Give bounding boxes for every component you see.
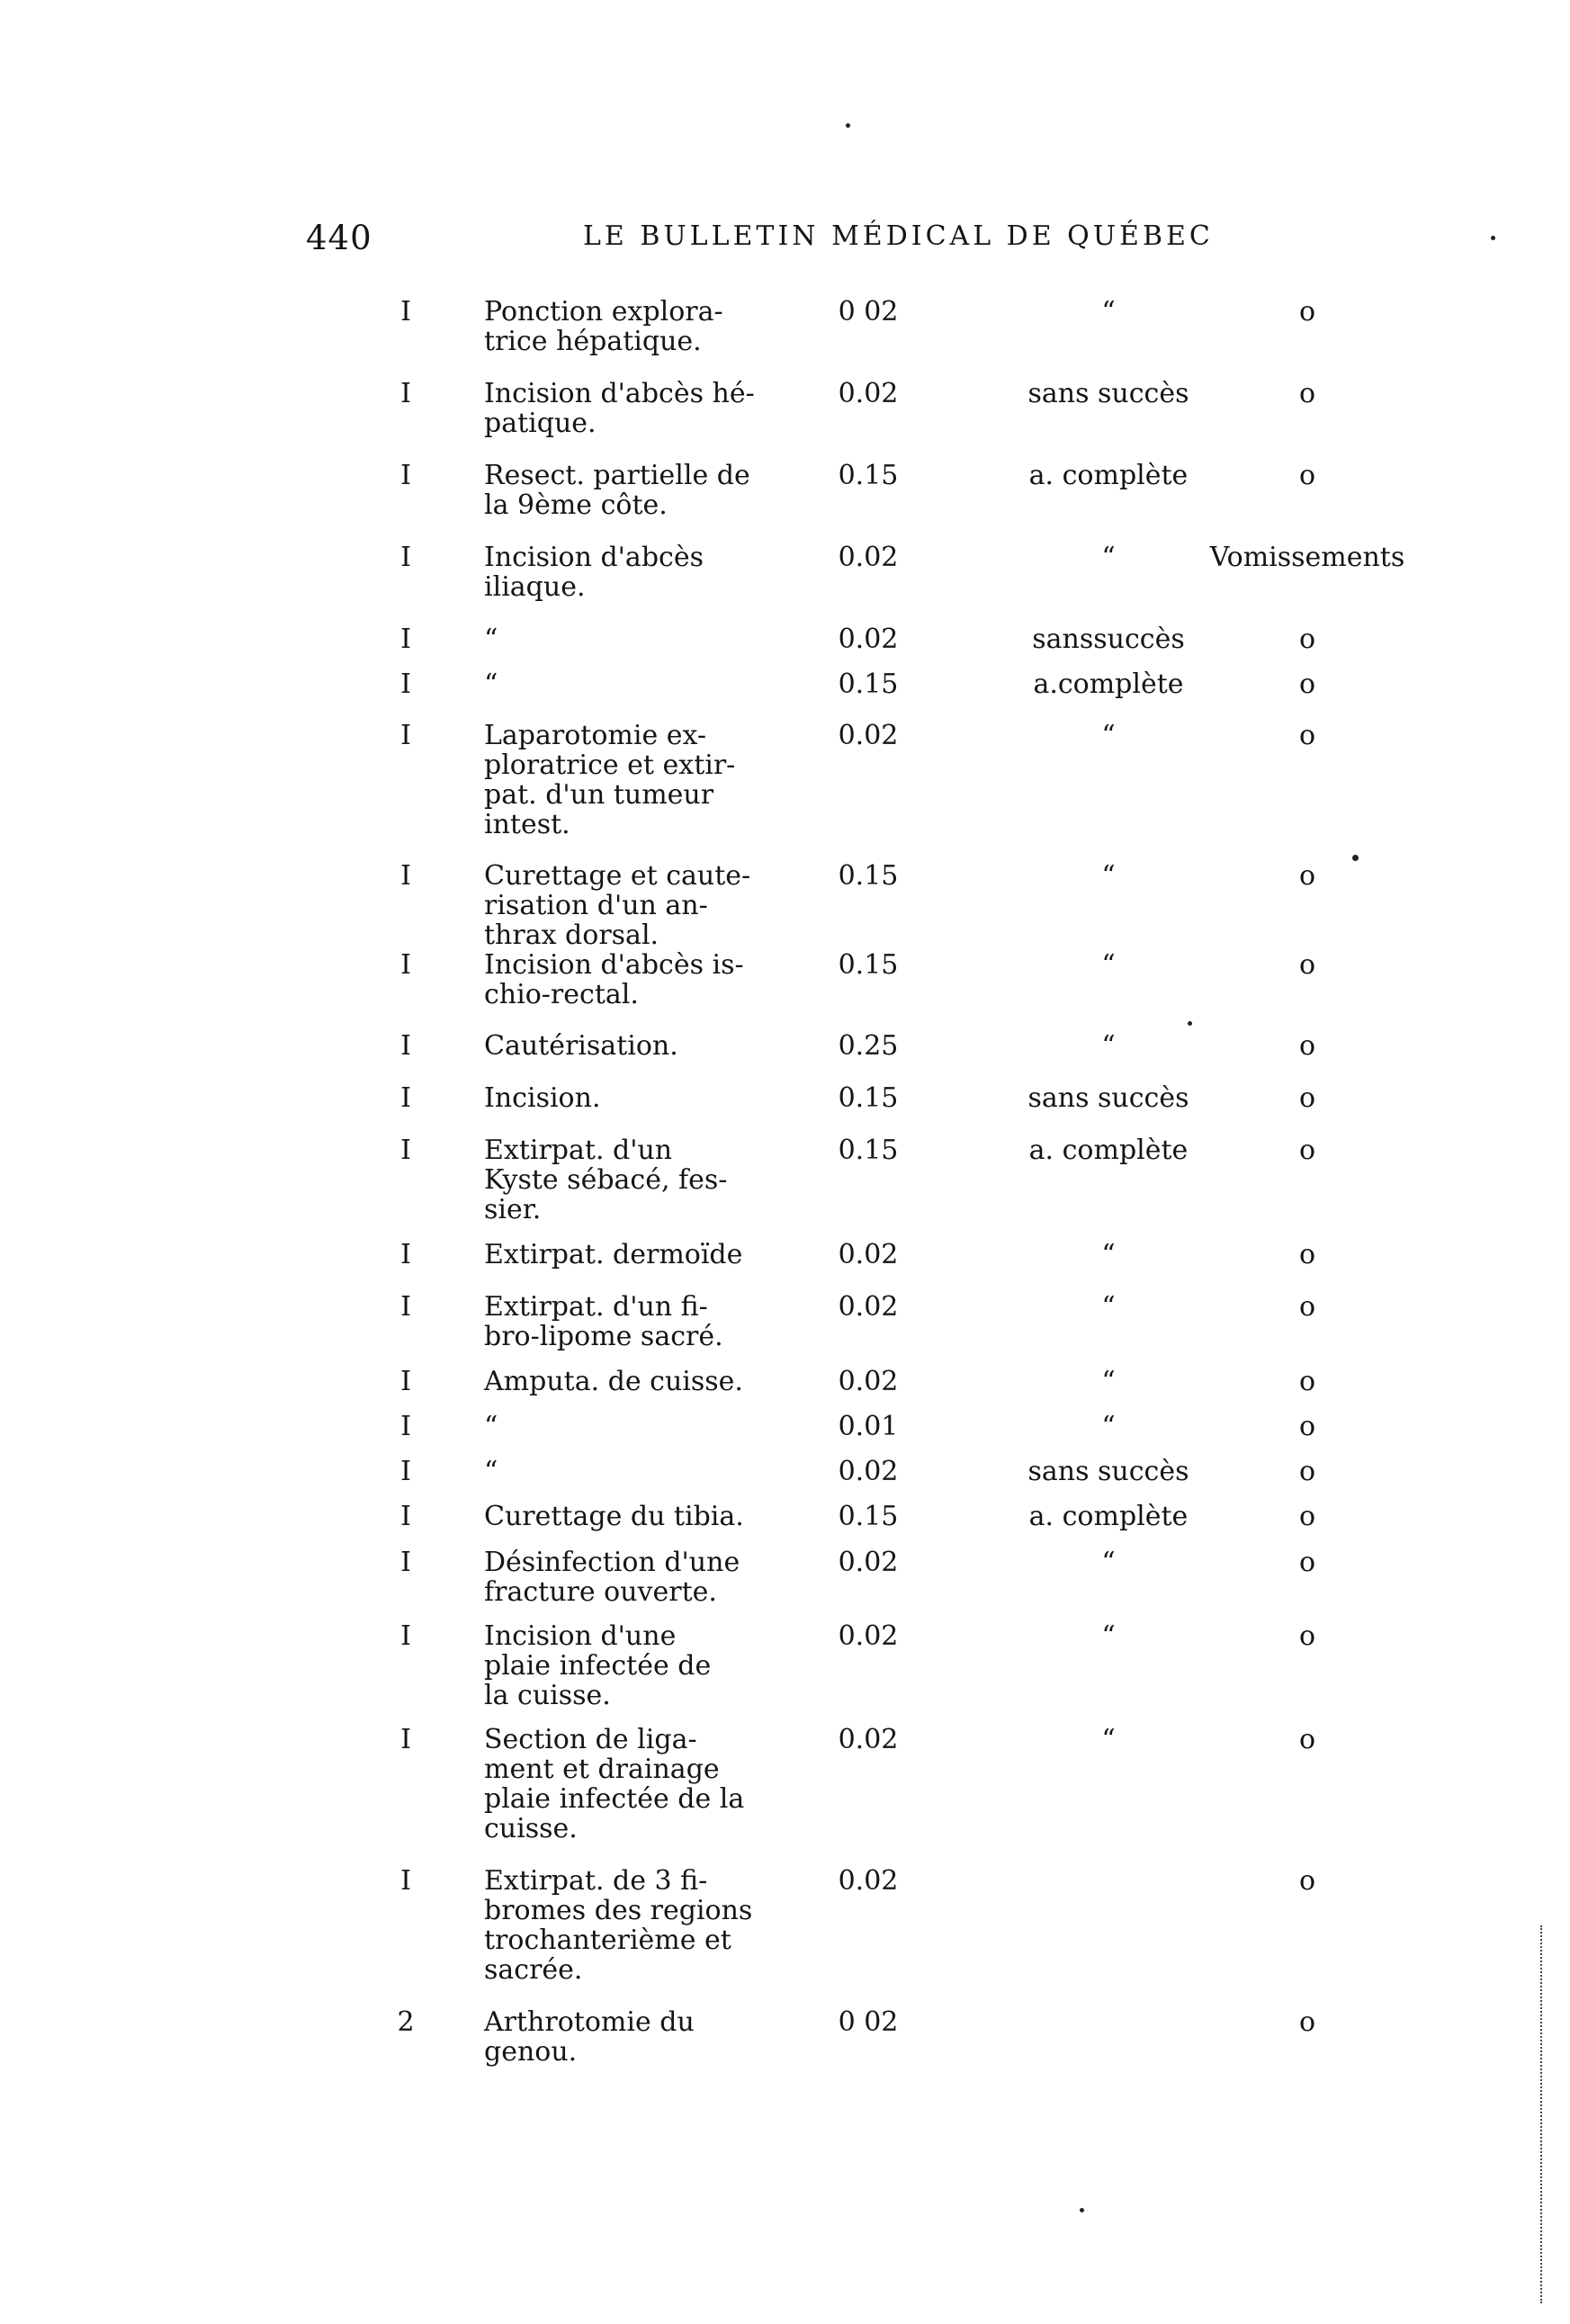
row-14-result: “ — [1101, 1291, 1116, 1323]
row-6-dose: 0.15 — [838, 668, 899, 700]
row-21-operation: Section de liga- ment et drainage plaie infectée de la cuisse. — [484, 1724, 745, 1844]
row-16-result: “ — [1101, 1411, 1116, 1442]
row-2-dose: 0.02 — [838, 378, 899, 409]
row-20-count: I — [400, 1620, 411, 1652]
row-22-operation: Extirpat. de 3 fi- bromes des regions trochanterième et sacrée. — [484, 1865, 753, 1986]
row-6-operation: “ — [484, 668, 498, 700]
row-13-dose: 0.02 — [838, 1239, 899, 1270]
row-19-operation: Désinfection d'une fracture ouverte. — [484, 1547, 740, 1608]
row-23-operation: Arthrotomie du genou. — [484, 2006, 695, 2068]
row-1-operation: Ponction explora- trice hépatique. — [484, 296, 723, 357]
row-10-result: “ — [1101, 1030, 1116, 1062]
row-2-result: sans succès — [1027, 378, 1189, 409]
row-20-dose: 0.02 — [838, 1620, 899, 1652]
row-14-complication: o — [1298, 1291, 1316, 1323]
row-20-complication: o — [1298, 1620, 1316, 1652]
row-19-dose: 0.02 — [838, 1547, 899, 1578]
row-1-dose: 0 02 — [838, 296, 899, 328]
row-9-complication: o — [1298, 949, 1316, 981]
row-11-count: I — [400, 1082, 411, 1114]
row-2-operation: Incision d'abcès hé- patique. — [484, 378, 755, 439]
row-11-result: sans succès — [1027, 1082, 1189, 1114]
row-8-result: “ — [1101, 860, 1116, 892]
row-12-result: a. complète — [1028, 1135, 1189, 1166]
row-1-complication: o — [1298, 296, 1316, 328]
row-13-complication: o — [1298, 1239, 1316, 1270]
row-7-count: I — [400, 720, 411, 751]
row-15-operation: Amputa. de cuisse. — [484, 1366, 743, 1397]
row-19-count: I — [400, 1547, 411, 1578]
row-21-dose: 0.02 — [838, 1724, 899, 1755]
print-speck — [1491, 236, 1495, 240]
row-6-result: a.complète — [1033, 668, 1184, 700]
row-3-dose: 0.15 — [838, 460, 899, 491]
row-18-operation: Curettage du tibia. — [484, 1501, 744, 1532]
row-13-count: I — [400, 1239, 411, 1270]
row-8-complication: o — [1298, 860, 1316, 892]
row-16-operation: “ — [484, 1411, 498, 1442]
row-9-operation: Incision d'abcès is- chio-rectal. — [484, 949, 744, 1010]
row-15-count: I — [400, 1366, 411, 1397]
row-2-complication: o — [1298, 378, 1316, 409]
row-9-count: I — [400, 949, 411, 981]
row-7-complication: o — [1298, 720, 1316, 751]
row-3-operation: Resect. partielle de la 9ème côte. — [484, 460, 750, 521]
row-2-count: I — [400, 378, 411, 409]
row-8-count: I — [400, 860, 411, 892]
row-21-complication: o — [1298, 1724, 1316, 1755]
row-6-complication: o — [1298, 668, 1316, 700]
row-13-result: “ — [1101, 1239, 1116, 1270]
row-23-dose: 0 02 — [838, 2006, 899, 2038]
row-1-count: I — [400, 296, 411, 328]
row-18-count: I — [400, 1501, 411, 1532]
row-12-dose: 0.15 — [838, 1135, 899, 1166]
row-10-dose: 0.25 — [838, 1030, 899, 1062]
row-4-operation: Incision d'abcès iliaque. — [484, 542, 704, 603]
row-6-count: I — [400, 668, 411, 700]
running-head: LE BULLETIN MÉDICAL DE QUÉBEC — [583, 220, 1214, 252]
row-9-result: “ — [1101, 949, 1116, 981]
row-17-complication: o — [1298, 1456, 1316, 1487]
row-19-result: “ — [1101, 1547, 1116, 1578]
row-10-complication: o — [1298, 1030, 1316, 1062]
row-7-dose: 0.02 — [838, 720, 899, 751]
row-14-count: I — [400, 1291, 411, 1323]
row-5-dose: 0.02 — [838, 624, 899, 655]
row-5-operation: “ — [484, 624, 498, 655]
row-4-result: “ — [1101, 542, 1116, 573]
row-3-complication: o — [1298, 460, 1316, 491]
row-12-operation: Extirpat. d'un Kyste sébacé, fes- sier. — [484, 1135, 728, 1225]
row-20-result: “ — [1101, 1620, 1116, 1652]
print-speck — [1352, 855, 1359, 861]
row-4-count: I — [400, 542, 411, 573]
row-16-complication: o — [1298, 1411, 1316, 1442]
row-12-count: I — [400, 1135, 411, 1166]
row-8-dose: 0.15 — [838, 860, 899, 892]
row-7-result: “ — [1101, 720, 1116, 751]
row-3-count: I — [400, 460, 411, 491]
row-3-result: a. complète — [1028, 460, 1189, 491]
row-13-operation: Extirpat. dermoïde — [484, 1239, 743, 1270]
row-18-complication: o — [1298, 1501, 1316, 1532]
row-4-complication: Vomissements — [1209, 542, 1405, 573]
row-17-operation: “ — [484, 1456, 498, 1487]
row-22-count: I — [400, 1865, 411, 1897]
row-7-operation: Laparotomie ex- ploratrice et extir- pat. d'un tumeur intest. — [484, 720, 736, 840]
row-5-result: sanssuccès — [1032, 624, 1185, 655]
row-22-complication: o — [1298, 1865, 1316, 1897]
row-21-result: “ — [1101, 1724, 1116, 1755]
row-16-count: I — [400, 1411, 411, 1442]
print-speck — [846, 123, 850, 128]
row-14-operation: Extirpat. d'un fi- bro-lipome sacré. — [484, 1291, 723, 1352]
row-17-dose: 0.02 — [838, 1456, 899, 1487]
row-5-count: I — [400, 624, 411, 655]
row-4-dose: 0.02 — [838, 542, 899, 573]
print-speck — [1188, 1021, 1192, 1026]
row-11-complication: o — [1298, 1082, 1316, 1114]
print-speck — [1080, 2208, 1084, 2212]
row-5-complication: o — [1298, 624, 1316, 655]
row-10-operation: Cautérisation. — [484, 1030, 678, 1062]
row-18-dose: 0.15 — [838, 1501, 899, 1532]
row-10-count: I — [400, 1030, 411, 1062]
row-9-dose: 0.15 — [838, 949, 899, 981]
row-22-dose: 0.02 — [838, 1865, 899, 1897]
page-number: 440 — [306, 219, 372, 257]
row-21-count: I — [400, 1724, 411, 1755]
row-1-result: “ — [1101, 296, 1116, 328]
row-8-operation: Curettage et caute- risation d'un an- thrax dorsal. — [484, 860, 751, 951]
row-11-operation: Incision. — [484, 1082, 601, 1114]
row-15-dose: 0.02 — [838, 1366, 899, 1397]
row-16-dose: 0.01 — [838, 1411, 899, 1442]
row-12-complication: o — [1298, 1135, 1316, 1166]
row-19-complication: o — [1298, 1547, 1316, 1578]
row-17-result: sans succès — [1027, 1456, 1189, 1487]
margin-mark — [1540, 1925, 1542, 2303]
row-17-count: I — [400, 1456, 411, 1487]
row-11-dose: 0.15 — [838, 1082, 899, 1114]
row-23-complication: o — [1298, 2006, 1316, 2038]
row-14-dose: 0.02 — [838, 1291, 899, 1323]
row-20-operation: Incision d'une plaie infectée de la cuisse. — [484, 1620, 712, 1711]
row-15-result: “ — [1101, 1366, 1116, 1397]
row-15-complication: o — [1298, 1366, 1316, 1397]
row-18-result: a. complète — [1028, 1501, 1189, 1532]
row-23-count: 2 — [397, 2006, 415, 2038]
